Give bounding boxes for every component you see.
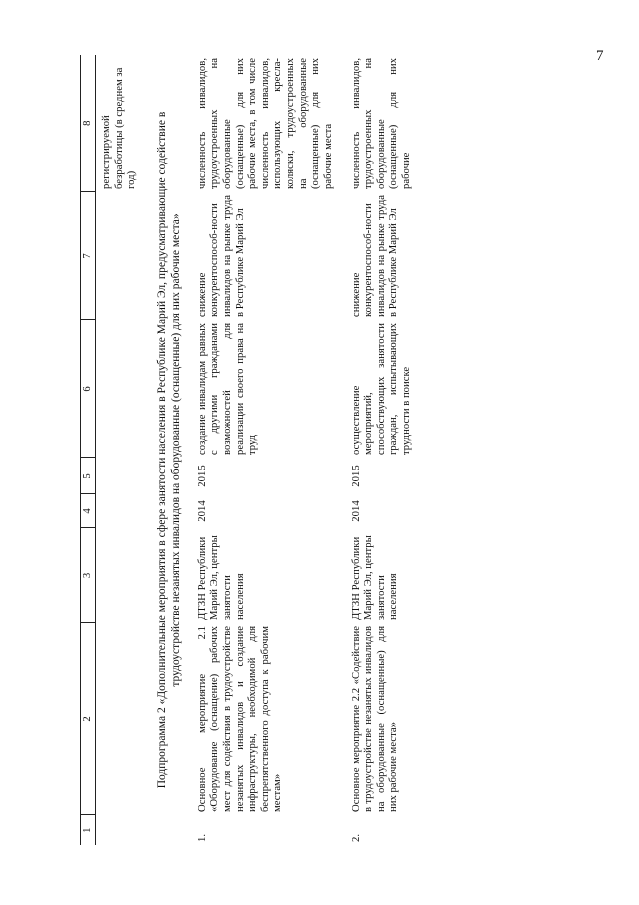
row-number: 2. (349, 833, 362, 842)
table-row (336, 55, 414, 845)
continuation-cell: регистрируемой безработицы (в среднем за год) (100, 67, 138, 189)
column-numbers-row (81, 55, 96, 845)
start-year-cell: 2014 (349, 500, 362, 522)
column-number: 5 (81, 458, 96, 494)
end-year-cell: 2015 (349, 465, 362, 487)
column-number: 7 (81, 192, 96, 320)
program-activities-table (80, 55, 414, 845)
subprogram-heading-row (139, 55, 192, 845)
column-number: 2 (81, 623, 96, 815)
rotated-table-container (80, 55, 535, 845)
column-number: 4 (81, 494, 96, 528)
consequence-cell: снижение конкурентоспособ-ности инвалидов на рынке труда в Республике Марий Эл (349, 195, 400, 317)
column-number: 3 (81, 528, 96, 623)
column-number: 8 (81, 55, 96, 192)
result-cell: создание инвалидам равных с другими гражданами возможностей для реализации своего права на труд (195, 323, 259, 455)
subprogram-title: Подпрограмма 2 «Дополнительные мероприятия в сфере занятости населения в Республике Марий Эл, предусматривающие содействие в трудоустройстве незанятых инвалидов на оборудованные (оснащенные) для них рабочие места» (155, 111, 183, 789)
executor-cell: ДТЗН Республики Марий Эл, центры занятости населения (349, 535, 400, 620)
executor-cell: ДТЗН Республики Марий Эл, центры занятости населения (195, 535, 246, 620)
end-year-cell: 2015 (195, 465, 208, 487)
activity-cell: Основное мероприятие 2.2 «Содействие в трудоустройстве незанятых инвалидов на оборудованные (оснащенные) для них рабочие места» (349, 626, 400, 812)
result-cell: осуществление мероприятий, способствующих занятости граждан, испытывающих трудности в поиске (349, 323, 412, 455)
activity-cell: Основное мероприятие 2.1 «Оборудование (оснащение) рабочих мест для содействия в трудоустройстве незанятых инвалидов и создание инфраструктуры, необходимой для беспрепятственного доступа к рабочим местам» (195, 626, 284, 812)
page-number: 7 (596, 48, 604, 64)
indicator-cell: численность инвалидов, трудоустроенных на оборудованные (оснащенные) для них рабочие места, в том числе численность инвалидов, использующих кресла-коляски, трудоустроенных на оборудованные (оснащенные) для них рабочие места (195, 58, 334, 189)
indicator-cell: численность инвалидов, трудоустроенных на оборудованные (оснащенные) для них рабочие (349, 58, 412, 189)
start-year-cell: 2014 (195, 500, 208, 522)
row-number: 1. (195, 833, 208, 842)
consequence-cell: снижение конкурентоспособ-ности инвалидов на рынке труда в Республике Марий Эл (195, 195, 246, 317)
column-number: 1 (81, 815, 96, 845)
continuation-row (96, 55, 139, 845)
column-number: 6 (81, 320, 96, 458)
table-row (192, 55, 336, 845)
